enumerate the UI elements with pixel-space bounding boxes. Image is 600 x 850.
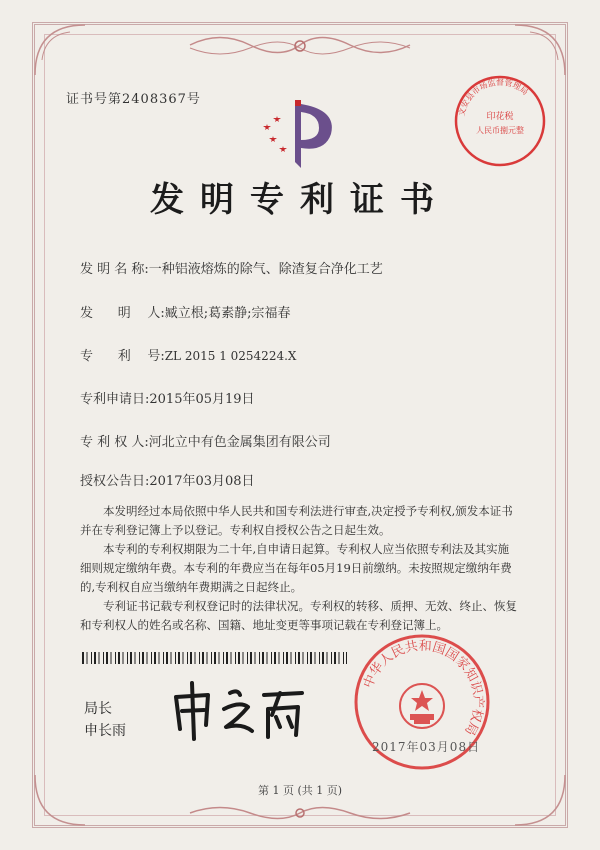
barcode [82, 652, 347, 664]
bottom-ornament [180, 802, 420, 824]
patentee-label: 专 利 权 人: [80, 435, 149, 450]
page-number: 第 1 页 (共 1 页) [257, 784, 343, 797]
patent-number-row [80, 345, 296, 364]
svg-text:文安县市场监督管理局 [456, 77, 530, 117]
handwritten-signature [168, 675, 308, 745]
cnipa-logo-icon [255, 92, 345, 172]
patentee-row [80, 431, 331, 450]
seal-date: 2017年03月08日 [372, 740, 481, 754]
tax-stamp-seal [452, 73, 548, 169]
inventor-label: 发 明 人: [80, 306, 165, 321]
certificate-title: 发明专利证书 [150, 180, 450, 220]
grant-date-value: 2017年03月08日 [149, 474, 255, 489]
invention-name-label: 发 明 名 称: [80, 262, 149, 277]
director-name: 申长雨 [84, 723, 126, 739]
filing-date-label: 专利申请日: [80, 392, 150, 407]
tax-seal-ring-text: 文安县市场监督管理局 [457, 77, 530, 117]
tax-seal-inner-text-1: 印花税 [486, 112, 514, 122]
invention-name-value: 一种铝液熔炼的除气、除渣复合净化工艺 [148, 262, 383, 277]
official-seal-ring-text: 中华人民共和国国家知识产权局 [361, 638, 486, 738]
corner-ornament-bl [30, 770, 90, 830]
inventor-row [80, 302, 290, 321]
patent-number-label: 专 利 号: [80, 349, 165, 364]
patent-number-value: ZL 2015 1 0254224.X [164, 349, 297, 363]
corner-ornament-tl [30, 20, 90, 80]
inventor-value: 臧立根;葛素静;宗福春 [164, 306, 291, 321]
filing-date-value: 2015年05月19日 [149, 392, 255, 407]
director-title: 局长 [84, 701, 112, 717]
certificate-number: 证书号第2408367号 [66, 92, 201, 107]
corner-ornament-tr [510, 20, 570, 80]
patentee-value: 河北立中有色金属集团有限公司 [148, 435, 331, 450]
body-paragraph-2: 本专利的专利权期限为二十年,自申请日起算。专利权人应当依照专利法及其实施细则规定缴纳年费。本专利的年费应当在每年05月19日前缴纳。未按照规定缴纳年费的,专利权自应当缴纳年费期满之日起终止。 [80, 542, 512, 594]
certificate-body [80, 502, 520, 635]
body-paragraph-1: 本发明经过本局依照中华人民共和国专利法进行审查,决定授予专利权,颁发本证书并在专利登记簿上予以登记。专利权自授权公告之日起生效。 [80, 504, 513, 537]
top-ornament [180, 30, 420, 60]
filing-date-row [80, 388, 255, 407]
body-paragraph-3: 专利证书记载专利权登记时的法律状况。专利权的转移、质押、无效、终止、恢复和专利权人的姓名或名称、国籍、地址变更等事项记载在专利登记簿上。 [80, 599, 517, 632]
grant-date-row [80, 470, 255, 489]
grant-date-label: 授权公告日: [80, 474, 150, 489]
national-emblem-icon [400, 684, 444, 728]
invention-name-row [80, 258, 383, 277]
tax-seal-inner-text-2: 人民币捌元整 [476, 126, 524, 135]
corner-ornament-br [510, 770, 570, 830]
